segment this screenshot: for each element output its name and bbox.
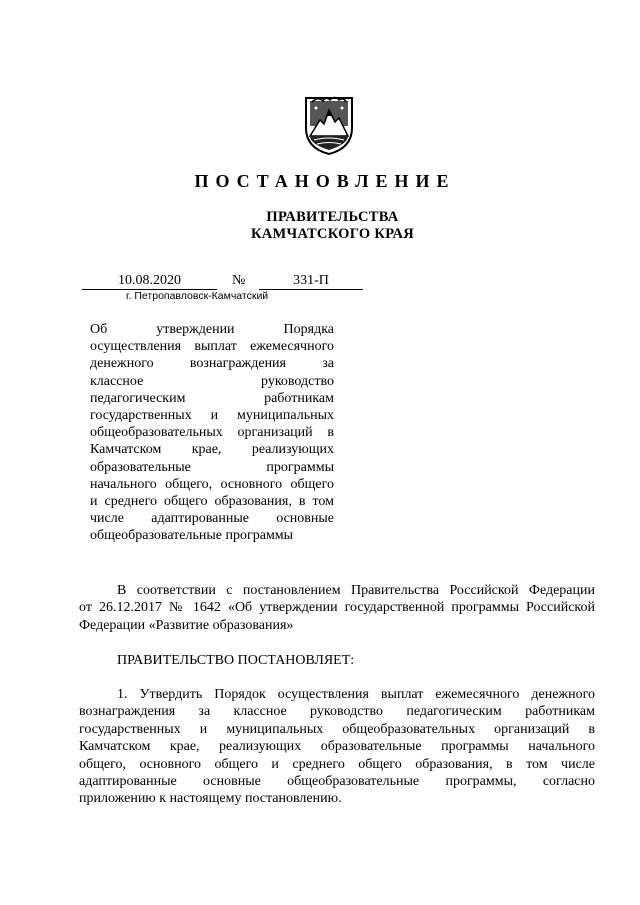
- item-1-line: 1. Утвердить Порядок осуществления выплат ежемесячного денежного: [117, 687, 595, 702]
- subject-line: осуществления выплат ежемесячного: [90, 339, 334, 355]
- document-date: 10.08.2020: [82, 272, 217, 290]
- kamchatka-coat-of-arms-icon: [302, 92, 356, 156]
- issuer-line-1: ПРАВИТЕЛЬСТВА: [266, 209, 399, 225]
- resolution-line: ПРАВИТЕЛЬСТВО ПОСТАНОВЛЯЕТ:: [117, 653, 355, 668]
- subject-line: общеобразовательных организаций в: [90, 425, 334, 441]
- document-city: г. Петропавловск-Камчатский: [126, 290, 269, 302]
- item-1-line: вознаграждения за классное руководство педагогическим работникам: [79, 704, 595, 720]
- subject-line: образовательные программы: [90, 459, 334, 475]
- issuer-line-2: КАМЧАТСКОГО КРАЯ: [250, 226, 415, 242]
- subject-line: числе адаптированные основные: [90, 511, 334, 527]
- item-1-line: Камчатском крае, реализующих образовательные программы начального: [79, 739, 595, 755]
- number-sign: №: [232, 273, 246, 288]
- resolution-statement: [79, 652, 595, 669]
- document-type-title: ПОСТАНОВЛЕНИЕ: [194, 171, 456, 191]
- subject-line: денежного вознаграждения за: [90, 356, 334, 372]
- item-1-paragraph: [79, 686, 595, 808]
- subject-line: Об утверждении Порядка: [90, 322, 334, 337]
- preamble-paragraph: [79, 582, 595, 634]
- preamble-line: от 26.12.2017 № 1642 «Об утверждении государственной программы Российской: [79, 600, 595, 616]
- document-number: 331-П: [259, 272, 363, 290]
- item-1-line: государственных и муниципальных общеобразовательных организаций в: [79, 721, 595, 737]
- item-1-line: приложению к настоящему постановлению.: [79, 791, 342, 807]
- subject-line: государственных и муниципальных: [90, 408, 334, 424]
- subject-line: и среднего общего образования, в том: [90, 494, 334, 510]
- item-1-line: адаптированные основные общеобразовательные программы, согласно: [79, 774, 595, 790]
- document-subject: [90, 321, 334, 545]
- subject-line: Камчатском крае, реализующих: [90, 442, 334, 458]
- subject-line: классное руководство: [90, 373, 334, 389]
- preamble-line: Федерации «Развитие образования»: [79, 617, 294, 633]
- subject-line: начального общего, основного общего: [90, 476, 334, 492]
- item-1-line: общего, основного общего и среднего общего образования, в том числе: [79, 756, 595, 772]
- subject-line: педагогическим работникам: [90, 390, 334, 406]
- subject-line: общеобразовательные программы: [90, 528, 294, 544]
- preamble-line: В соответствии с постановлением Правительства Российской Федерации: [117, 583, 595, 598]
